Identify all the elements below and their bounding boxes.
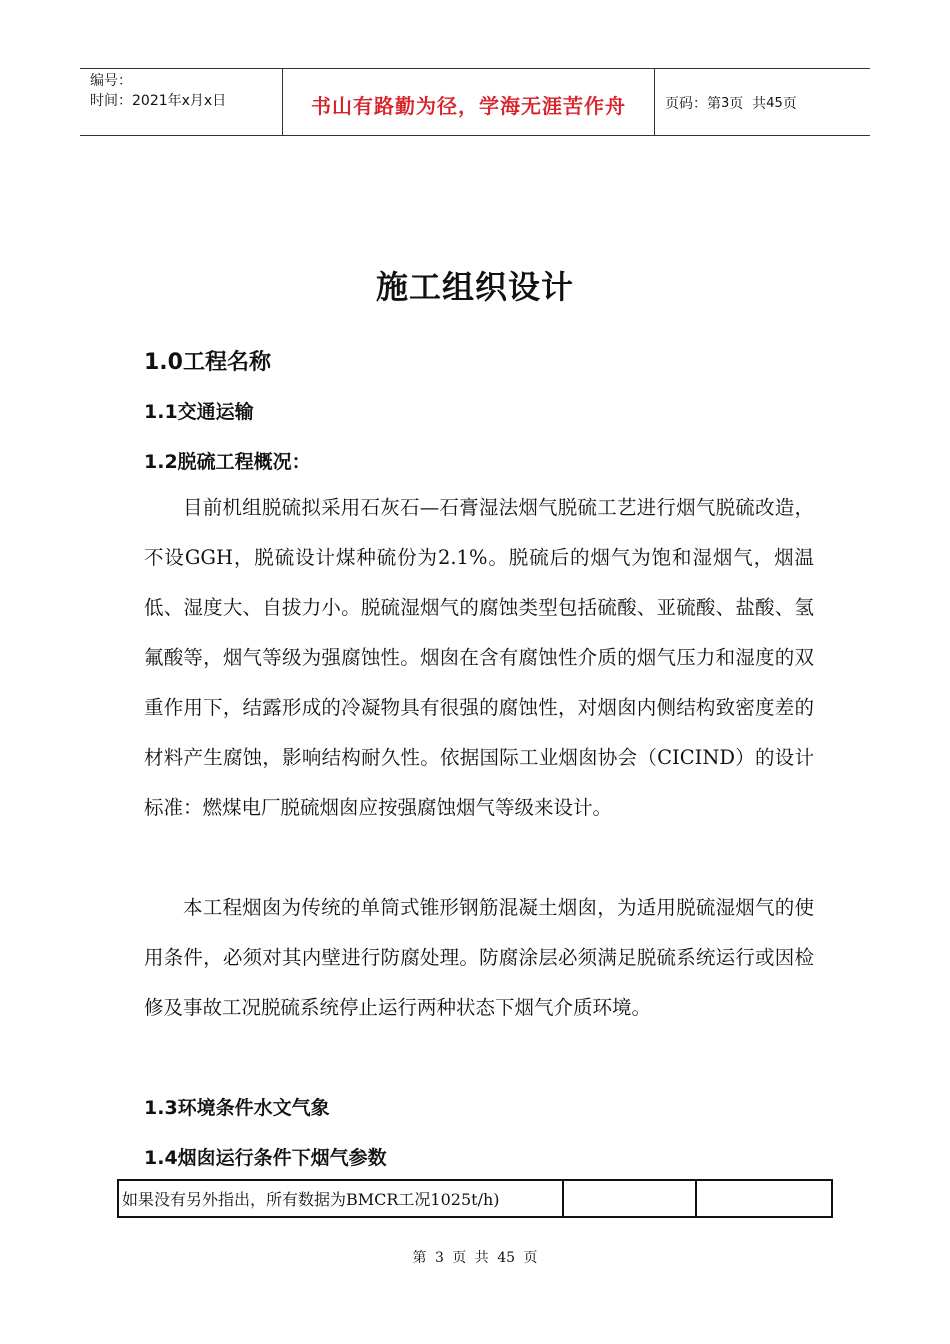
paragraph-desulfurization-overview: 目前机组脱硫拟采用石灰石—石膏湿法烟气脱硫工艺进行烟气脱硫改造，不设GGH，脱硫设计煤种硫份为2.1%。脱硫后的烟气为饱和湿烟气，烟温低、湿度大、自拔力小。脱硫湿烟气的腐蚀类型包括硫酸、亚硫酸、盐酸、氢氟酸等，烟气等级为强腐蚀性。烟囱在含有腐蚀性介质的烟气压力和湿度的双重作用下，结露形成的冷凝物具有很强的腐蚀性，对烟囱内侧结构致密度差的材料产生腐蚀，影响结构耐久性。依据国际工业烟囱协会（CICIND）的设计标准：燃煤电厂脱硫烟囱应按强腐蚀烟气等级来设计。 [144, 496, 814, 819]
page-suffix: 页 [782, 96, 797, 112]
section-heading-1-2: 1.2脱硫工程概况： [144, 451, 311, 473]
document-title: 施工组织设计 [375, 268, 574, 306]
page-prefix: 页码：第 [665, 96, 721, 112]
header-date-label: 时间：2021年x月x日 [90, 93, 227, 109]
header-motto: 书山有路勤为径，学海无涯苦作舟 [311, 93, 626, 118]
section-heading-1-3: 1.3环境条件水文气象 [144, 1097, 330, 1119]
table-row [118, 1180, 832, 1217]
section-heading-1-0: 1.0工程名称 [144, 350, 271, 375]
page-current: 3 [721, 95, 730, 111]
flue-gas-parameter-table [117, 1179, 833, 1218]
page-total: 45 [766, 95, 783, 111]
section-heading-1-1: 1.1交通运输 [144, 401, 254, 423]
header-meta [80, 69, 283, 135]
section-heading-1-4: 1.4烟囱运行条件下烟气参数 [144, 1147, 387, 1169]
page-mid: 页 共 [729, 96, 767, 112]
table-cell [563, 1180, 696, 1217]
page-header [80, 68, 870, 136]
header-motto-cell [283, 69, 655, 135]
paragraph-chimney-anticorrosion: 本工程烟囱为传统的单筒式锥形钢筋混凝土烟囱，为适用脱硫湿烟气的使用条件，必须对其内壁进行防腐处理。防腐涂层必须满足脱硫系统运行或因检修及事故工况脱硫系统停止运行两种状态下烟气介质环境。 [144, 896, 814, 1019]
header-page-number [655, 69, 870, 135]
page-footer: 第 3 页 共 45 页 [412, 1250, 538, 1266]
header-code-label: 编号： [90, 73, 132, 89]
table-cell [696, 1180, 832, 1217]
table-cell: 如果没有另外指出，所有数据为BMCR工况1025t/h) [118, 1180, 563, 1217]
